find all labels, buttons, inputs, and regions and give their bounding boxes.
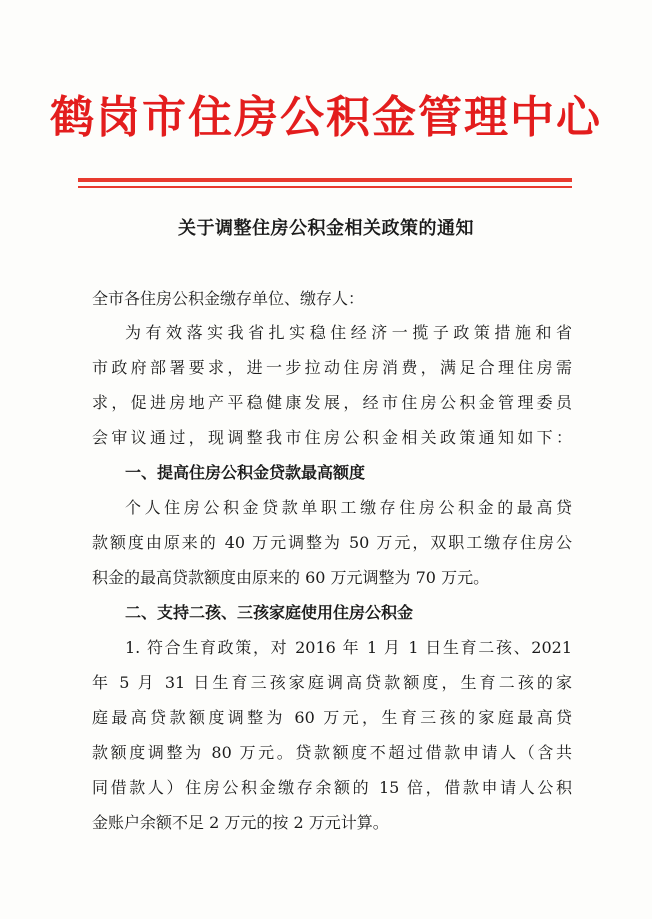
paragraph-line: 1. 符合生育政策，对 2016 年 1 月 1 日生育二孩、2021 xyxy=(125,638,572,657)
paragraph-line: 市政府部署要求，进一步拉动住房消费，满足合理住房需 xyxy=(92,358,572,377)
document-title: 关于调整住房公积金相关政策的通知 xyxy=(178,218,474,239)
paragraph-line: 年 5 月 31 日生育三孩家庭调高贷款额度，生育二孩的家 xyxy=(92,673,572,692)
paragraph-line: 会审议通过，现调整我市住房公积金相关政策通知如下： xyxy=(92,428,572,447)
salutation: 全市各住房公积金缴存单位、缴存人： xyxy=(92,289,365,308)
paragraph-line: 同借款人）住房公积金缴存余额的 15 倍，借款申请人公积 xyxy=(92,778,572,797)
section-heading: 二、支持二孩、三孩家庭使用住房公积金 xyxy=(125,603,414,622)
letterhead-org-name: 鹤岗市住房公积金管理中心 xyxy=(50,92,602,143)
paragraph-line: 求，促进房地产平稳健康发展，经市住房公积金管理委员 xyxy=(92,393,572,412)
paragraph-line: 为有效落实我省扎实稳住经济一揽子政策措施和省 xyxy=(125,323,572,342)
letterhead-rule-thin xyxy=(78,186,572,188)
paragraph-line: 个人住房公积金贷款单职工缴存住房公积金的最高贷 xyxy=(125,498,572,517)
paragraph-line: 庭最高贷款额度调整为 60 万元，生育三孩的家庭最高贷 xyxy=(92,708,572,727)
letterhead-rule-thick xyxy=(78,178,572,182)
paragraph-line: 款额度由原来的 40 万元调整为 50 万元，双职工缴存住房公 xyxy=(92,533,572,552)
paragraph-line: 款额度调整为 80 万元。贷款额度不超过借款申请人（含共 xyxy=(92,743,572,762)
paragraph-line: 积金的最高贷款额度由原来的 60 万元调整为 70 万元。 xyxy=(92,568,490,587)
paragraph-line: 金账户余额不足 2 万元的按 2 万元计算。 xyxy=(92,813,389,832)
section-heading: 一、提高住房公积金贷款最高额度 xyxy=(125,463,366,482)
